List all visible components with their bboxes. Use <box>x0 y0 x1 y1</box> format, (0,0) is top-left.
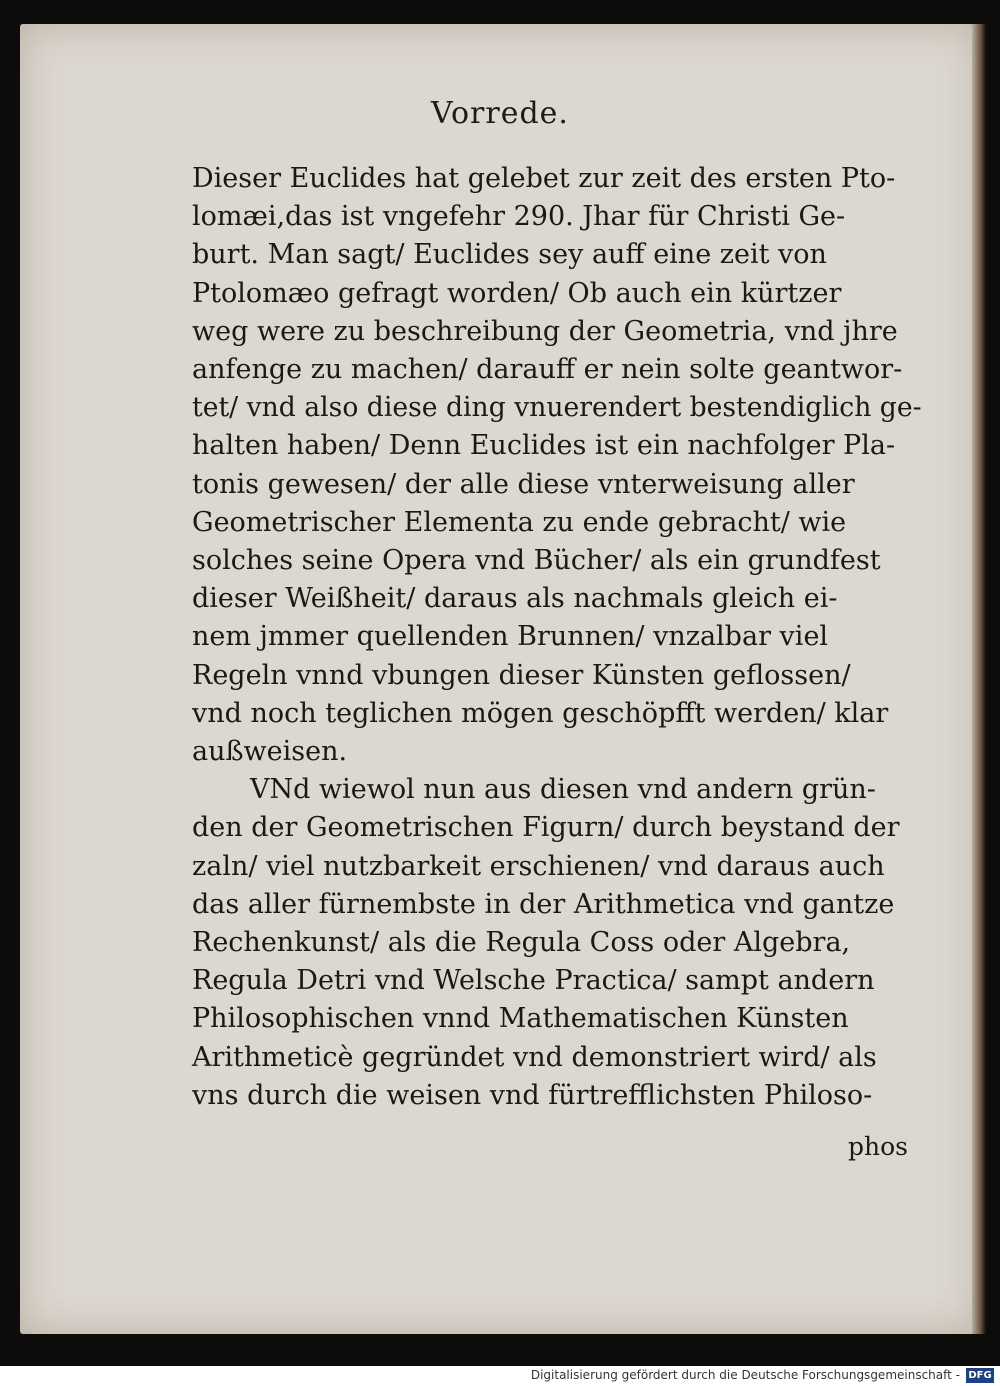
text-line: außweisen. <box>192 736 348 768</box>
text-line: burt. Man sagt/ Euclides sey auff eine zeit von <box>192 239 827 271</box>
text-line: Arithmeticè gegründet vnd demonstriert wird/ als <box>192 1041 877 1073</box>
text-line: Geometrischer Elementa zu ende gebracht/ wie <box>192 506 847 538</box>
text-line: Ptolomæo gefragt worden/ Ob auch ein kürtzer <box>192 277 842 309</box>
text-line: zaln/ viel nutzbarkeit erschienen/ vnd daraus auch <box>192 850 885 882</box>
text-line: dieser Weißheit/ daraus als nachmals gleich ei- <box>192 583 838 615</box>
page-edge <box>972 24 986 1334</box>
page-body <box>192 160 922 1115</box>
catchword: phos <box>848 1132 908 1161</box>
text-line: Rechenkunst/ als die Regula Coss oder Algebra, <box>192 927 851 959</box>
funding-credit: Digitalisierung gefördert durch die Deutsche Forschungsgemeinschaft - <box>530 1368 960 1382</box>
text-line: Regeln vnnd vbungen dieser Künsten geflossen/ <box>192 659 851 691</box>
footer-bar <box>0 1366 1000 1386</box>
paragraph-start-line: VNd wiewol nun aus diesen vnd andern grün- <box>250 774 876 806</box>
text-line: das aller fürnembste in der Arithmetica vnd gantze <box>192 888 895 920</box>
text-line: vns durch die weisen vnd fürtrefflichsten Philoso- <box>192 1079 873 1111</box>
text-line: tet/ vnd also diese ding vnuerendert bestendiglich ge- <box>192 392 922 424</box>
text-line: anfenge zu machen/ darauff er nein solte geantwor- <box>192 354 903 386</box>
text-line: nem jmmer quellenden Brunnen/ vnzalbar viel <box>192 621 829 653</box>
text-line: weg were zu beschreibung der Geometria, vnd jhre <box>192 315 898 347</box>
text-line: den der Geometrischen Figurn/ durch beystand der <box>192 812 900 844</box>
text-line: halten haben/ Denn Euclides ist ein nachfolger Pla- <box>192 430 896 462</box>
text-line: solches seine Opera vnd Bücher/ als ein grundfest <box>192 545 881 577</box>
text-line: Regula Detri vnd Welsche Practica/ sampt andern <box>192 965 875 997</box>
text-line: tonis gewesen/ der alle diese vnterweisung aller <box>192 468 855 500</box>
text-line: Philosophischen vnnd Mathematischen Künsten <box>192 1003 849 1035</box>
text-line: Dieser Euclides hat gelebet zur zeit des ersten Pto- <box>192 163 896 194</box>
running-head: Vorrede. <box>431 96 569 131</box>
text-line: lomæi,das ist vngefehr 290. Jhar für Christi Ge- <box>192 201 846 233</box>
dfg-logo: DFG <box>966 1368 994 1383</box>
text-line: vnd noch teglichen mögen geschöpfft werden/ klar <box>192 697 889 729</box>
